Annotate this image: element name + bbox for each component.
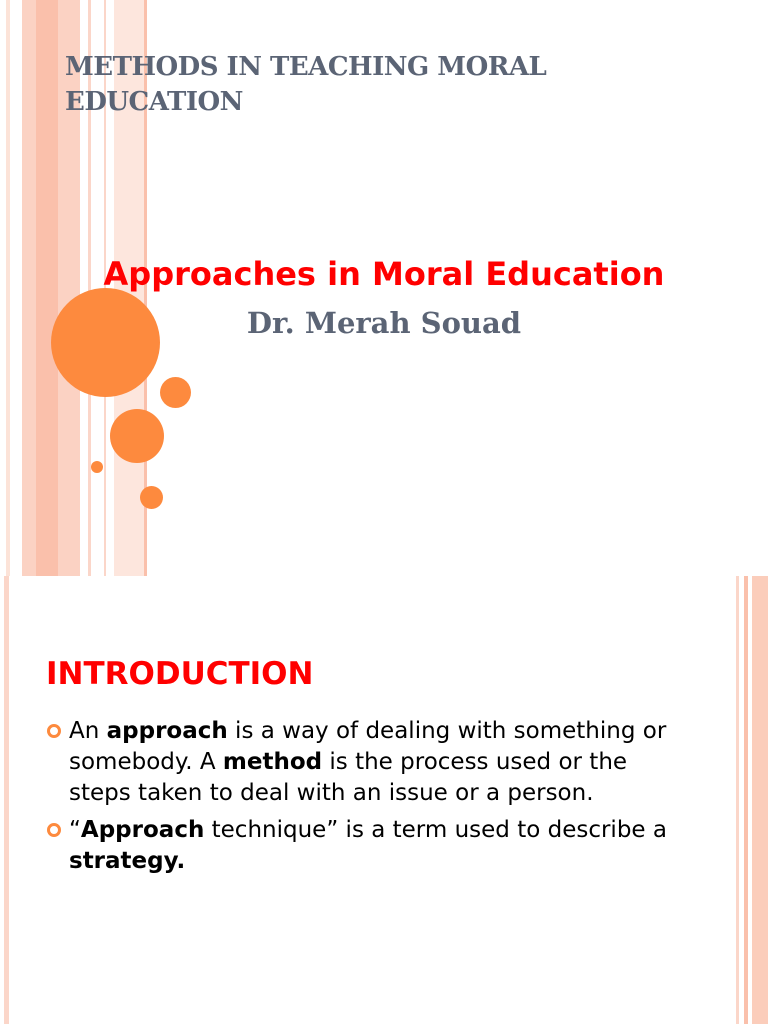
bullet-segment: “ [69, 817, 81, 843]
bullet-segment: is a way of dealing with something or somebody. A [69, 718, 667, 775]
decorative-circle [140, 486, 163, 509]
bullet-segment-bold: strategy. [69, 848, 186, 874]
introduction-slide [0, 576, 768, 1024]
bullet-segment-bold: Approach [80, 817, 205, 843]
decorative-stripe [744, 576, 748, 1024]
bullet-text [69, 817, 667, 874]
decorative-stripe [736, 576, 739, 1024]
decorative-circle-small [91, 461, 103, 473]
bullet-segment: technique” is a term used to describe a [204, 817, 667, 843]
circle-bullet-icon [47, 724, 61, 738]
bullet-item [46, 815, 686, 877]
decorative-stripe [4, 576, 9, 1024]
bullet-list [46, 716, 686, 883]
bullet-text [69, 718, 666, 806]
decorative-circle [110, 409, 164, 463]
section-heading: INTRODUCTION [46, 656, 314, 692]
circle-bullet-icon [47, 823, 61, 837]
slide-subtitle: Approaches in Moral Education [103, 255, 665, 293]
bullet-segment: An [69, 718, 107, 744]
decorative-stripe [752, 576, 768, 1024]
bullet-segment-bold: approach [106, 718, 228, 744]
presentation-title: METHODS IN TEACHING MORAL EDUCATION [65, 52, 547, 117]
author-name: Dr. Merah Souad [246, 306, 522, 340]
bullet-segment-bold: method [222, 749, 323, 775]
bullet-item [46, 716, 686, 809]
decorative-circle [160, 377, 191, 408]
bullet-segment: is the process used or the steps taken to deal with an issue or a person. [69, 749, 628, 806]
